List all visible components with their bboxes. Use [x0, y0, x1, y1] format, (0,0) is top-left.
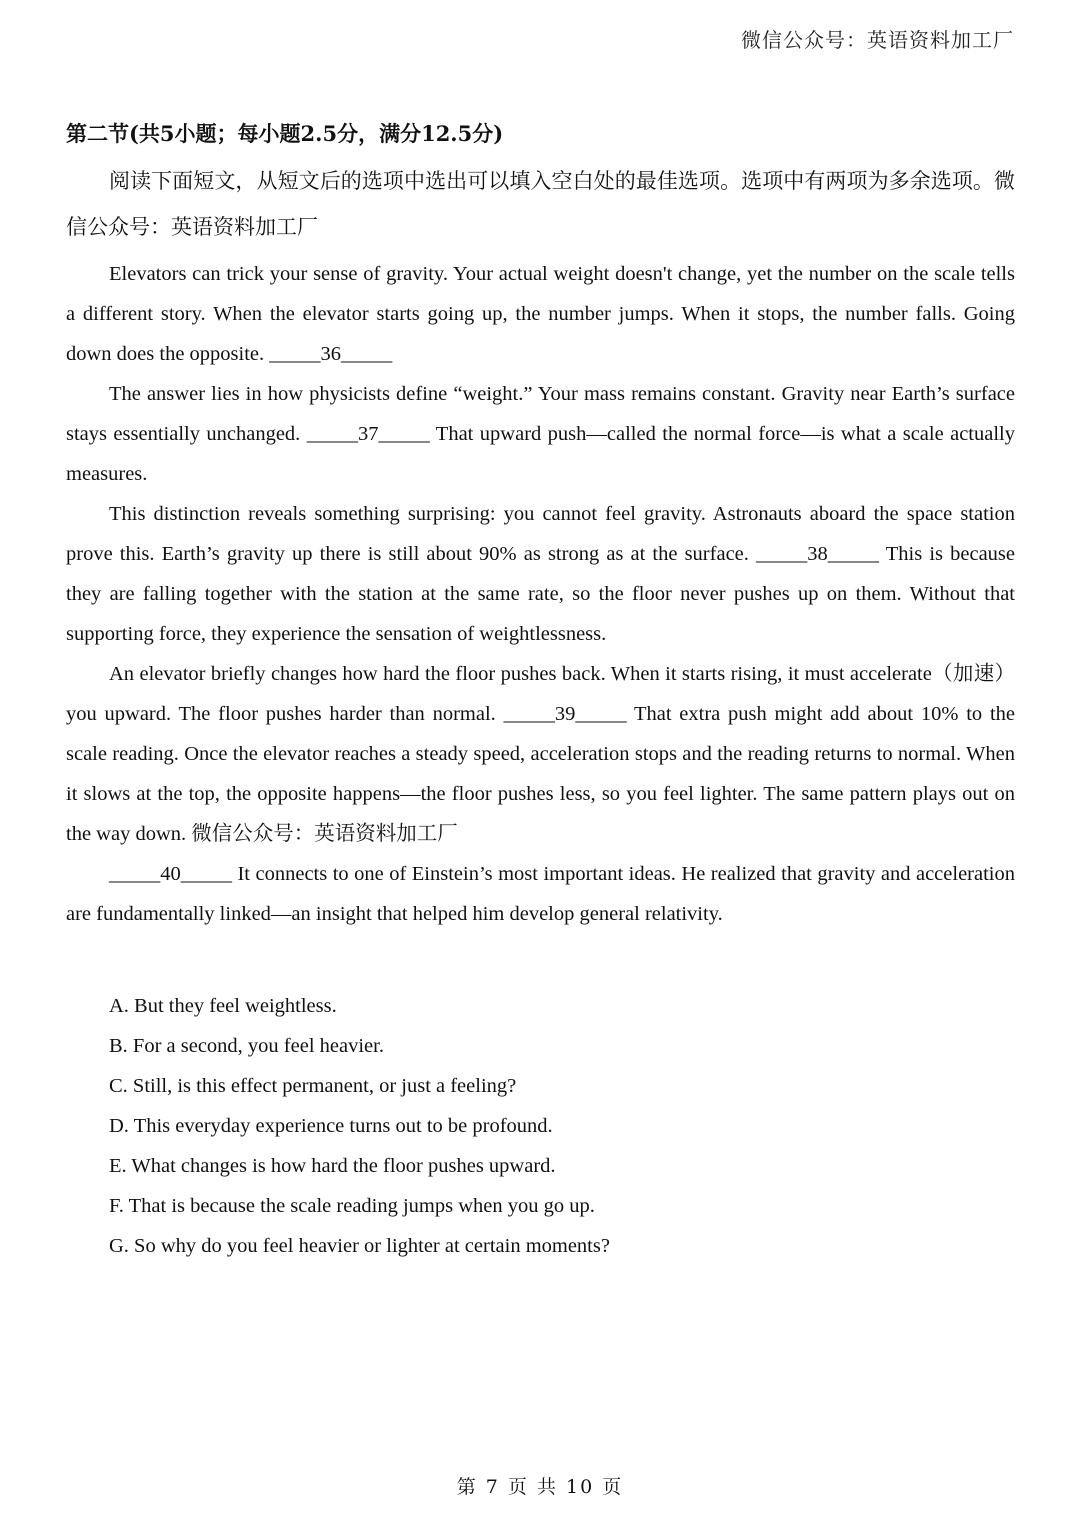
passage-paragraph-1 — [66, 254, 1015, 374]
option-f: F. That is because the scale reading jumps when you go up. — [109, 1195, 595, 1217]
header-watermark: 微信公众号：英语资料加工厂 — [741, 28, 1014, 52]
passage-paragraph-5 — [66, 854, 1015, 934]
option-c: C. Still, is this effect permanent, or just a feeling? — [109, 1075, 517, 1097]
option-d: D. This everyday experience turns out to be profound. — [109, 1115, 553, 1137]
paragraph-text: This is because they are falling together with the station at the same rate, so the floor never pushes up on them. Without that supporting force, they experience the sensation of weightlessness. — [66, 543, 1015, 645]
blank-40: _____40_____ — [109, 863, 232, 885]
page-number: 第 7 页 共 10 页 — [456, 1476, 624, 1498]
option-e: E. What changes is how hard the floor pushes upward. — [109, 1155, 556, 1177]
passage-paragraph-4 — [66, 654, 1015, 854]
option-a: A. But they feel weightless. — [109, 995, 337, 1017]
paragraph-text: This distinction reveals something surprising: you cannot feel gravity. Astronauts aboard the space station prove this. Earth’s gravity up there is still about 90% as strong as at the surface. — [66, 503, 1015, 565]
option-g: G. So why do you feel heavier or lighter at certain moments? — [109, 1235, 610, 1257]
option-b: B. For a second, you feel heavier. — [109, 1035, 384, 1057]
document-body — [66, 118, 1015, 1266]
passage-paragraph-2 — [66, 374, 1015, 494]
paragraph-text: That extra push might add about 10% to the scale reading. Once the elevator reaches a steady speed, acceleration stops and the reading returns to normal. When it slows at the top, the opposite happens—the floor pushes less, so you feel lighter. The same pattern plays out on the way down. 微信公众号：英语资料加工厂 — [66, 703, 1015, 845]
paragraph-text: Elevators can trick your sense of gravity. Your actual weight doesn't change, yet the number on the scale tells a different story. When the elevator starts going up, the number jumps. When it stops, the number falls. Going down does the opposite. — [66, 263, 1015, 365]
blank-38: _____38_____ — [756, 543, 880, 565]
blank-36: _____36_____ — [269, 343, 393, 365]
section-title: 第二节(共5小题；每小题2.5分，满分12.5分) — [66, 121, 504, 146]
passage-paragraph-3 — [66, 494, 1015, 654]
paragraph-text: It connects to one of Einstein’s most important ideas. He realized that gravity and acceleration are fundamentally linked—an insight that helped him develop general relativity. — [66, 863, 1015, 925]
blank-37: _____37_____ — [306, 423, 430, 445]
blank-39: _____39_____ — [503, 703, 627, 725]
paragraph-text: That upward push—called the normal force—is what a scale actually measures. — [66, 423, 1015, 485]
section-instruction: 阅读下面短文，从短文后的选项中选出可以填入空白处的最佳选项。选项中有两项为多余选项。微信公众号：英语资料加工厂 — [66, 169, 1015, 239]
paragraph-text: The answer lies in how physicists define “weight.” Your mass remains constant. Gravity near Earth’s surface stays essentially unchanged. — [66, 383, 1015, 445]
paragraph-text: An elevator briefly changes how hard the floor pushes back. When it starts rising, it must accelerate（加速）you upward. The floor pushes harder than normal. — [66, 663, 1015, 725]
answer-options — [66, 986, 1015, 1266]
